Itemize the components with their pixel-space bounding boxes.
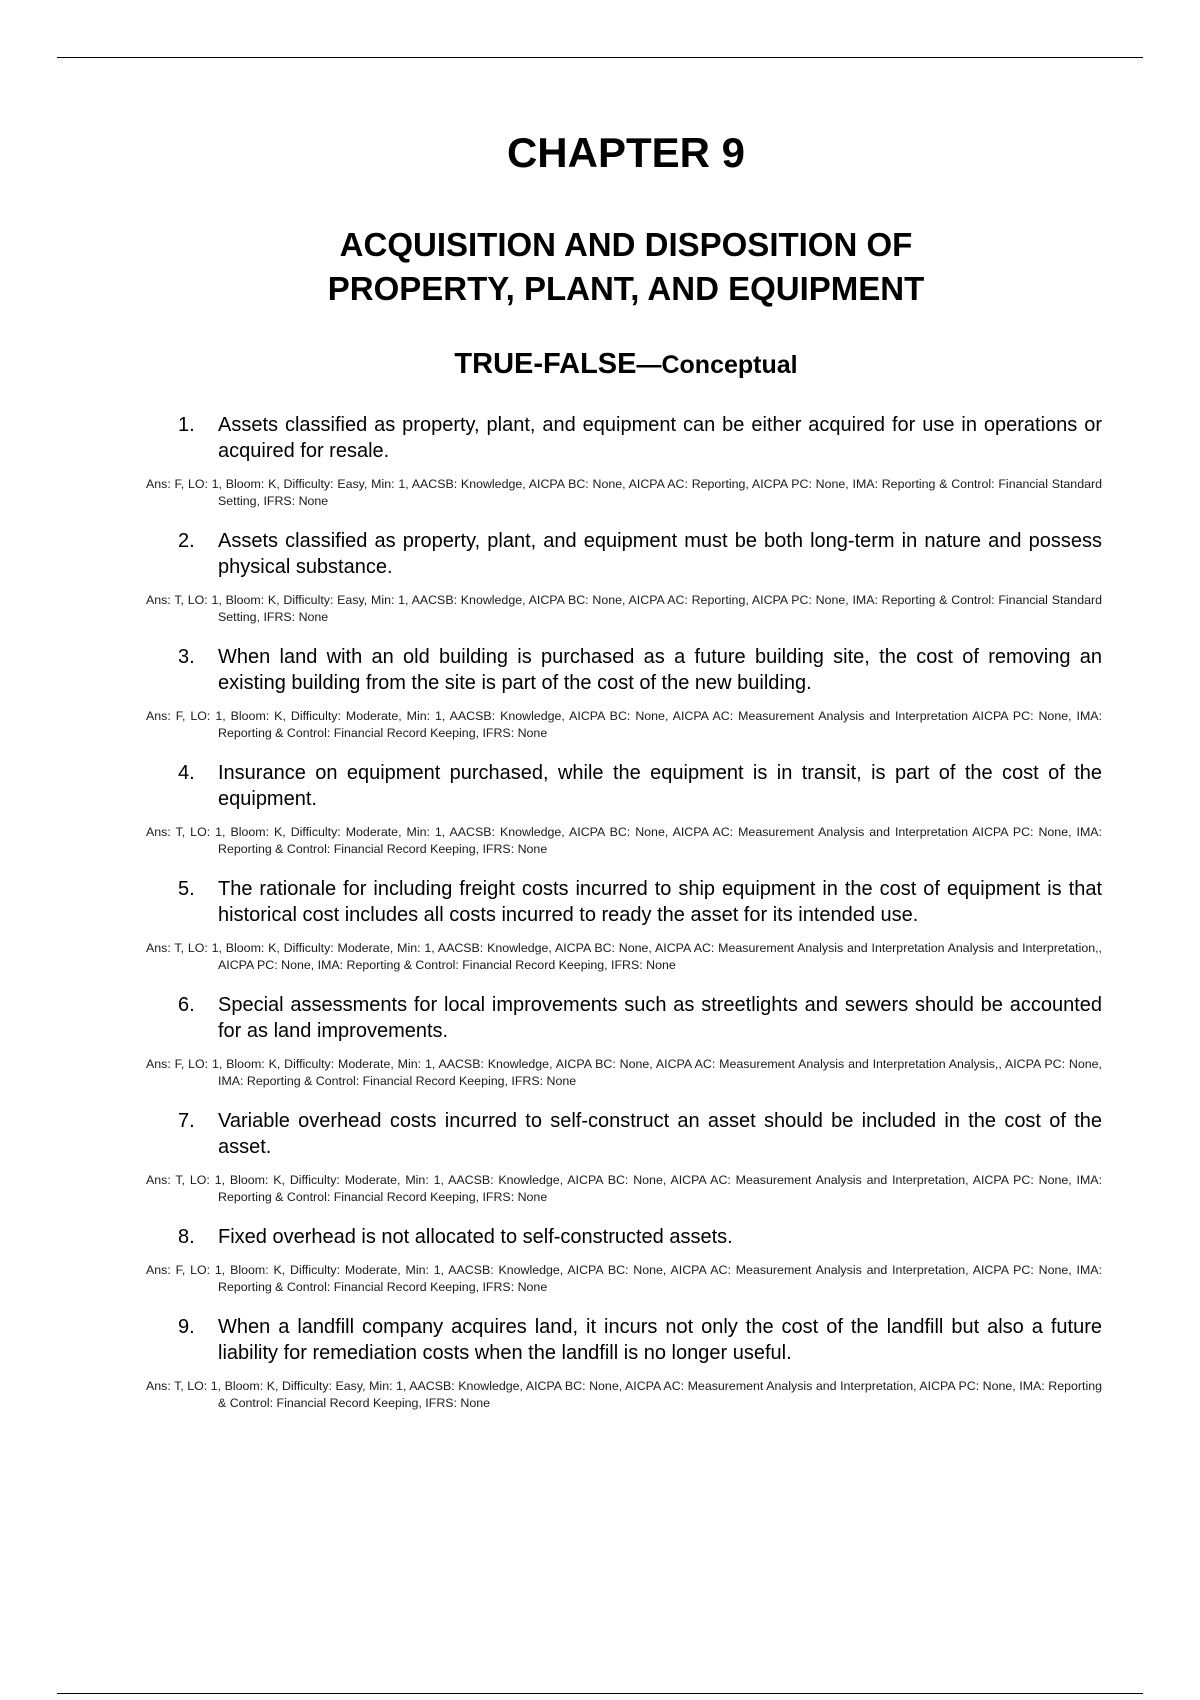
question-item bbox=[0, 1314, 1200, 1411]
answer-key: Ans: F, LO: 1, Bloom: K, Difficulty: Moderate, Min: 1, AACSB: Knowledge, AICPA BC: None, AICPA AC: Measurement Analysis and Interpretation Analysis,, AICPA PC: None, IMA: Reporting & Control: Financial Record Keeping, IFRS: None bbox=[146, 1057, 1102, 1088]
section-heading-main: TRUE-FALSE bbox=[454, 348, 637, 380]
question-number: 5. bbox=[178, 878, 195, 900]
question-item bbox=[0, 760, 1200, 857]
question-number: 7. bbox=[178, 1110, 195, 1132]
question-number: 2. bbox=[178, 530, 195, 552]
question-number: 1. bbox=[178, 414, 195, 436]
question-text: Assets classified as property, plant, and equipment can be either acquired for use in operations or acquired for resale. bbox=[218, 414, 1102, 462]
question-line bbox=[0, 644, 1200, 696]
question-number: 6. bbox=[178, 994, 195, 1016]
chapter-subtitle bbox=[0, 223, 1200, 311]
question-text: The rationale for including freight costs incurred to ship equipment in the cost of equipment is that historical cost includes all costs incurred to ready the asset for its intended use. bbox=[218, 878, 1102, 926]
section-heading bbox=[0, 344, 1200, 385]
question-list bbox=[0, 412, 1200, 1430]
question-line bbox=[0, 1224, 1200, 1250]
question-item bbox=[0, 412, 1200, 509]
question-line bbox=[0, 412, 1200, 464]
question-text: Fixed overhead is not allocated to self-constructed assets. bbox=[218, 1226, 733, 1248]
question-item bbox=[0, 992, 1200, 1089]
question-line bbox=[0, 876, 1200, 928]
question-text: When land with an old building is purchased as a future building site, the cost of removing an existing building from the site is part of the cost of the new building. bbox=[218, 646, 1102, 694]
answer-key: Ans: T, LO: 1, Bloom: K, Difficulty: Easy, Min: 1, AACSB: Knowledge, AICPA BC: None, AICPA AC: Measurement Analysis and Interpretation, AICPA PC: None, IMA: Reporting & Control: Financial Record Keeping, IFRS: None bbox=[146, 1379, 1102, 1410]
question-number: 4. bbox=[178, 762, 195, 784]
question-text: Assets classified as property, plant, and equipment must be both long-term in nature and possess physical substance. bbox=[218, 530, 1102, 578]
question-number: 3. bbox=[178, 646, 195, 668]
chapter-title: CHAPTER 9 bbox=[506, 129, 746, 176]
question-line bbox=[0, 760, 1200, 812]
bottom-rule bbox=[57, 1693, 1143, 1694]
answer-key: Ans: T, LO: 1, Bloom: K, Difficulty: Moderate, Min: 1, AACSB: Knowledge, AICPA BC: None, AICPA AC: Measurement Analysis and Interpretation Analysis and Interpretation,, AICPA PC: None, IMA: Reporting & Control: Financial Record Keeping, IFRS: None bbox=[146, 941, 1102, 972]
top-rule bbox=[57, 57, 1143, 58]
question-text: Insurance on equipment purchased, while the equipment is in transit, is part of the cost of the equipment. bbox=[218, 762, 1102, 810]
question-line bbox=[0, 528, 1200, 580]
answer-key: Ans: F, LO: 1, Bloom: K, Difficulty: Moderate, Min: 1, AACSB: Knowledge, AICPA BC: None, AICPA AC: Measurement Analysis and Interpretation, AICPA PC: None, IMA: Reporting & Control: Financial Record Keeping, IFRS: None bbox=[146, 1263, 1102, 1294]
answer-key: Ans: F, LO: 1, Bloom: K, Difficulty: Easy, Min: 1, AACSB: Knowledge, AICPA BC: None, AICPA AC: Reporting, AICPA PC: None, IMA: Reporting & Control: Financial Standard Setting, IFRS: None bbox=[146, 477, 1102, 508]
question-number: 9. bbox=[178, 1316, 195, 1338]
question-text: Variable overhead costs incurred to self-construct an asset should be included in the cost of the asset. bbox=[218, 1110, 1102, 1158]
question-text: Special assessments for local improvements such as streetlights and sewers should be accounted for as land improvements. bbox=[218, 994, 1102, 1042]
question-number: 8. bbox=[178, 1226, 195, 1248]
answer-key: Ans: T, LO: 1, Bloom: K, Difficulty: Easy, Min: 1, AACSB: Knowledge, AICPA BC: None, AICPA AC: Reporting, AICPA PC: None, IMA: Reporting & Control: Financial Standard Setting, IFRS: None bbox=[146, 593, 1102, 624]
question-item bbox=[0, 1224, 1200, 1295]
chapter-subtitle-line-2: PROPERTY, PLANT, AND EQUIPMENT bbox=[327, 270, 925, 307]
answer-key: Ans: T, LO: 1, Bloom: K, Difficulty: Moderate, Min: 1, AACSB: Knowledge, AICPA BC: None, AICPA AC: Measurement Analysis and Interpretation, AICPA PC: None, IMA: Reporting & Control: Financial Record Keeping, IFRS: None bbox=[146, 1173, 1102, 1204]
question-text: When a landfill company acquires land, it incurs not only the cost of the landfill but also a future liability for remediation costs when the landfill is no longer useful. bbox=[218, 1316, 1102, 1364]
question-item bbox=[0, 528, 1200, 625]
question-line bbox=[0, 992, 1200, 1044]
chapter-subtitle-line-1: ACQUISITION AND DISPOSITION OF bbox=[339, 226, 913, 263]
question-item bbox=[0, 1108, 1200, 1205]
answer-key: Ans: F, LO: 1, Bloom: K, Difficulty: Moderate, Min: 1, AACSB: Knowledge, AICPA BC: None, AICPA AC: Measurement Analysis and Interpretation AICPA PC: None, IMA: Reporting & Control: Financial Record Keeping, IFRS: None bbox=[146, 709, 1102, 740]
question-item bbox=[0, 644, 1200, 741]
question-line bbox=[0, 1314, 1200, 1366]
question-item bbox=[0, 876, 1200, 973]
question-line bbox=[0, 1108, 1200, 1160]
answer-key: Ans: T, LO: 1, Bloom: K, Difficulty: Moderate, Min: 1, AACSB: Knowledge, AICPA BC: None, AICPA AC: Measurement Analysis and Interpretation AICPA PC: None, IMA: Reporting & Control: Financial Record Keeping, IFRS: None bbox=[146, 825, 1102, 856]
section-heading-sub: —Conceptual bbox=[636, 351, 798, 379]
